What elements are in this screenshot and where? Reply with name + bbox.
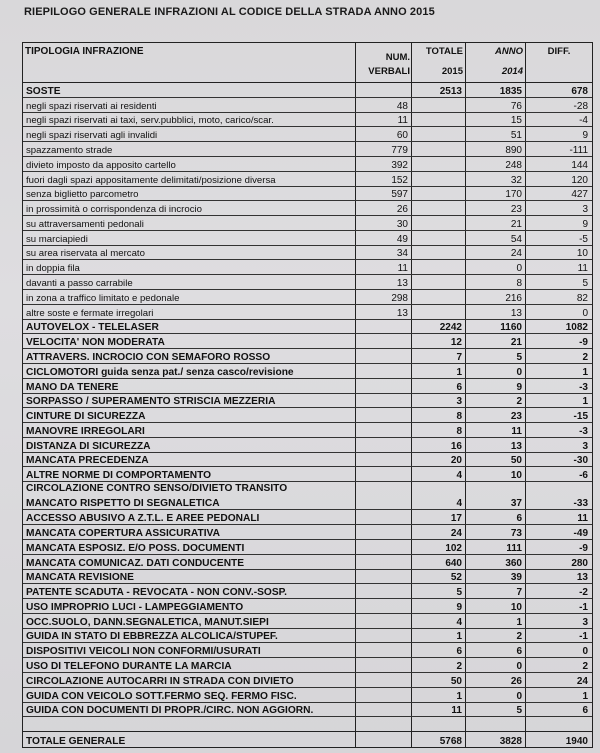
table-row (23, 305, 592, 320)
diff-cell: -49 (573, 527, 588, 539)
row-label: in zona a traffico limitato e pedonale (26, 292, 180, 304)
table-row (23, 260, 592, 275)
totale-2015-cell: 6 (456, 381, 462, 393)
table-row (23, 408, 592, 423)
num-verbali-cell: 13 (396, 278, 408, 290)
row-label: negli spazi riservati ai taxi, serv.pubblici, moto, carico/scar. (26, 115, 274, 127)
num-verbali-cell: 34 (396, 248, 408, 260)
diff-cell: 1 (582, 396, 588, 408)
header-diff: DIFF. (547, 46, 571, 57)
row-label: USO IMPROPRIO LUCI - LAMPEGGIAMENTO (26, 601, 244, 613)
totale-2015-cell: 17 (450, 513, 462, 525)
diff-cell: 3 (582, 440, 588, 452)
row-label: VELOCITA' NON MODERATA (26, 337, 165, 349)
row-label: spazzamento strade (26, 144, 113, 156)
row-label: GUIDA CON VEICOLO SOTT.FERMO SEQ. FERMO FISC. (26, 690, 297, 702)
table-row (23, 614, 592, 629)
anno-2014-cell: 3828 (499, 735, 522, 747)
table-row (23, 673, 592, 688)
row-label: TOTALE GENERALE (26, 735, 126, 747)
diff-cell: -9 (579, 337, 588, 349)
row-label: PATENTE SCADUTA - REVOCATA - NON CONV.-SOSP. (26, 587, 287, 599)
anno-2014-cell: 170 (505, 189, 522, 201)
header-anno (466, 43, 526, 81)
anno-2014-cell: 37 (510, 498, 522, 510)
totale-2015-cell: 16 (450, 440, 462, 452)
diff-cell: 427 (571, 189, 588, 201)
diff-cell: -4 (579, 115, 588, 127)
anno-2014-cell: 248 (505, 159, 522, 171)
row-label: MANCATA COMUNICAZ. DATI CONDUCENTE (26, 557, 245, 569)
header-num-label: NUM. (385, 52, 410, 63)
anno-2014-cell: 50 (510, 455, 522, 467)
table-row (23, 320, 592, 335)
totale-2015-cell: 5768 (439, 735, 462, 747)
totale-2015-cell: 6 (456, 646, 462, 658)
totale-2015-cell: 1 (456, 631, 462, 643)
totale-2015-cell: 11 (451, 705, 462, 717)
anno-2014-cell: 111 (506, 542, 522, 554)
row-label: altre soste e fermate irregolari (26, 307, 154, 319)
num-verbali-cell: 392 (391, 159, 408, 171)
anno-2014-cell: 890 (505, 144, 522, 156)
header-anno-year: 2014 (501, 66, 523, 77)
document-title: RIEPILOGO GENERALE INFRAZIONI AL CODICE DELLA STRADA ANNO 2015 (24, 6, 435, 18)
totale-2015-cell: 7 (456, 351, 462, 363)
header-tipologia: TIPOLOGIA INFRAZIONE (25, 46, 144, 57)
anno-2014-cell: 51 (510, 130, 522, 142)
anno-2014-cell: 24 (510, 248, 522, 260)
table-row (23, 246, 592, 261)
row-label: MANO DA TENERE (26, 381, 119, 393)
anno-2014-cell: 360 (505, 557, 522, 569)
totale-2015-cell: 1 (456, 690, 462, 702)
diff-cell: -5 (579, 233, 588, 245)
totale-2015-cell: 8 (456, 411, 462, 423)
anno-2014-cell: 39 (510, 572, 522, 584)
diff-cell: 82 (576, 292, 588, 304)
table-row (23, 525, 592, 540)
num-verbali-cell: 779 (391, 144, 408, 156)
totale-2015-cell: 50 (450, 675, 462, 687)
anno-2014-cell: 11 (511, 425, 522, 437)
num-verbali-cell: 11 (397, 263, 408, 275)
totale-2015-cell: 1 (456, 366, 462, 378)
diff-cell: 9 (582, 218, 588, 230)
infractions-table (22, 42, 593, 748)
table-row (23, 98, 592, 113)
totale-2015-cell: 9 (456, 601, 462, 613)
diff-cell: -33 (573, 498, 588, 510)
diff-cell: 1 (582, 366, 588, 378)
anno-2014-cell: 76 (510, 100, 522, 112)
table-row (23, 275, 592, 290)
totale-2015-cell: 4 (456, 470, 462, 482)
row-label: DISPOSITIVI VEICOLI NON CONFORMI/USURATI (26, 646, 261, 658)
diff-cell: 1082 (565, 322, 588, 334)
anno-2014-cell: 10 (510, 601, 522, 613)
header-verbali-label: VERBALI (368, 66, 410, 77)
row-label: su attraversamenti pedonali (26, 218, 144, 230)
header-anno-label: ANNO (495, 46, 523, 57)
diff-cell: 120 (571, 174, 588, 186)
row-label: in doppia fila (26, 263, 80, 275)
anno-2014-cell: 6 (516, 513, 522, 525)
diff-cell: 280 (571, 557, 588, 569)
anno-2014-cell: 6 (516, 646, 522, 658)
num-verbali-cell: 60 (396, 130, 408, 142)
num-verbali-cell: 597 (391, 189, 408, 201)
anno-2014-cell: 7 (516, 587, 522, 599)
row-label: MANCATO RISPETTO DI SEGNALETICA (26, 498, 220, 510)
totale-2015-cell: 8 (456, 425, 462, 437)
anno-2014-cell: 15 (510, 115, 522, 127)
row-label: negli spazi riservati agli invalidi (26, 130, 158, 142)
row-label: in prossimità o corrispondenza di incrocio (26, 204, 202, 216)
diff-cell: 6 (582, 705, 588, 717)
table-row (23, 717, 592, 732)
totale-2015-cell: 20 (450, 455, 462, 467)
table-row (23, 349, 592, 364)
table-row (23, 467, 592, 482)
table-row (23, 438, 592, 453)
table-row (23, 555, 592, 570)
num-verbali-cell: 152 (391, 174, 408, 186)
row-label: GUIDA IN STATO DI EBBREZZA ALCOLICA/STUPEF. (26, 631, 278, 643)
table-row (23, 83, 592, 98)
diff-cell: 5 (582, 278, 588, 290)
num-verbali-cell: 49 (396, 233, 408, 245)
totale-2015-cell: 52 (450, 572, 462, 584)
diff-cell: 10 (576, 248, 588, 260)
diff-cell: 24 (576, 675, 588, 687)
totale-2015-cell: 12 (450, 337, 462, 349)
diff-cell: -1 (579, 631, 588, 643)
diff-cell: -6 (579, 470, 588, 482)
row-label: SOSTE (26, 85, 61, 97)
table-row (23, 201, 592, 216)
table-row (23, 584, 592, 599)
anno-2014-cell: 1835 (499, 85, 522, 97)
anno-2014-cell: 2 (516, 631, 522, 643)
table-header (23, 43, 592, 83)
anno-2014-cell: 73 (510, 527, 522, 539)
anno-2014-cell: 216 (505, 292, 522, 304)
diff-cell: 3 (582, 616, 588, 628)
table-row (23, 394, 592, 409)
row-label: ACCESSO ABUSIVO A Z.T.L. E AREE PEDONALI (26, 513, 260, 525)
row-label: CINTURE DI SICUREZZA (26, 411, 146, 423)
anno-2014-cell: 13 (510, 440, 522, 452)
table-row (23, 688, 592, 703)
anno-2014-cell: 1160 (500, 322, 522, 334)
row-label: MANOVRE IRREGOLARI (26, 425, 145, 437)
row-label: USO DI TELEFONO DURANTE LA MARCIA (26, 661, 232, 673)
diff-cell: 1940 (565, 735, 588, 747)
anno-2014-cell: 2 (516, 396, 522, 408)
diff-cell: 13 (576, 572, 588, 584)
row-label: GUIDA CON DOCUMENTI DI PROPR./CIRC. NON AGGIORN. (26, 705, 314, 717)
totale-2015-cell: 640 (445, 557, 462, 569)
header-totale-label: TOTALE (425, 46, 463, 57)
diff-cell: 9 (582, 130, 588, 142)
anno-2014-cell: 0 (516, 690, 522, 702)
num-verbali-cell: 13 (396, 307, 408, 319)
table-row (23, 629, 592, 644)
row-label: ALTRE NORME DI COMPORTAMENTO (26, 470, 212, 482)
row-label: ATTRAVERS. INCROCIO CON SEMAFORO ROSSO (26, 351, 271, 363)
diff-cell: 3 (582, 204, 588, 216)
table-row (23, 187, 592, 202)
table-row (23, 570, 592, 585)
table-row (23, 290, 592, 305)
diff-cell: -3 (579, 381, 588, 393)
row-label-top: CIRCOLAZIONE CONTRO SENSO/DIVIETO TRANSITO (26, 483, 288, 495)
table-row (23, 510, 592, 525)
table-row (23, 142, 592, 157)
row-label: davanti a passo carrabile (26, 278, 133, 290)
table-row (23, 172, 592, 187)
anno-2014-cell: 23 (510, 204, 522, 216)
diff-cell: -15 (573, 411, 588, 423)
anno-2014-cell: 54 (510, 233, 522, 245)
row-label: CICLOMOTORI guida senza pat./ senza casco/revisione (26, 366, 294, 378)
row-label: DISTANZA DI SICUREZZA (26, 440, 151, 452)
row-label: SORPASSO / SUPERAMENTO STRISCIA MEZZERIA (26, 396, 276, 408)
table-row (23, 364, 592, 379)
totale-2015-cell: 2 (456, 661, 462, 673)
table-row (23, 453, 592, 468)
totale-2015-cell: 2242 (439, 322, 462, 334)
row-label: negli spazi riservati ai residenti (26, 100, 157, 112)
diff-cell: 0 (582, 646, 588, 658)
anno-2014-cell: 10 (510, 470, 522, 482)
diff-cell: 678 (571, 85, 588, 97)
row-label: MANCATA ESPOSIZ. E/O POSS. DOCUMENTI (26, 542, 245, 554)
table-row (23, 732, 592, 747)
diff-cell: -1 (579, 601, 588, 613)
table-row (23, 482, 592, 510)
diff-cell: -9 (579, 542, 588, 554)
table-row (23, 599, 592, 614)
anno-2014-cell: 0 (516, 263, 522, 275)
totale-2015-cell: 4 (456, 616, 462, 628)
diff-cell: -111 (569, 144, 588, 156)
table-row (23, 540, 592, 555)
num-verbali-cell: 26 (396, 204, 408, 216)
row-label: MANCATA COPERTURA ASSICURATIVA (26, 527, 220, 539)
anno-2014-cell: 0 (516, 661, 522, 673)
num-verbali-cell: 298 (391, 292, 408, 304)
diff-cell: 11 (577, 513, 588, 525)
table-row (23, 703, 592, 718)
diff-cell: 11 (577, 263, 588, 275)
row-label: CIRCOLAZIONE AUTOCARRI IN STRADA CON DIVIETO (26, 675, 294, 687)
anno-2014-cell: 5 (516, 351, 522, 363)
totale-2015-cell: 102 (445, 542, 462, 554)
anno-2014-cell: 21 (510, 337, 522, 349)
anno-2014-cell: 13 (510, 307, 522, 319)
totale-2015-cell: 3 (456, 396, 462, 408)
diff-cell: 1 (582, 690, 588, 702)
table-row (23, 113, 592, 128)
table-row (23, 334, 592, 349)
diff-cell: 2 (582, 661, 588, 673)
totale-2015-cell: 4 (456, 498, 462, 510)
anno-2014-cell: 5 (516, 705, 522, 717)
header-totale-year: 2015 (441, 66, 463, 77)
anno-2014-cell: 1 (516, 616, 522, 628)
row-label: divieto imposto da apposito cartello (26, 159, 176, 171)
header-num-verbali (356, 43, 412, 81)
anno-2014-cell: 9 (516, 381, 522, 393)
diff-cell: -28 (573, 100, 588, 112)
row-label: fuori dagli spazi appositamente delimitati/posizione diversa (26, 174, 276, 186)
table-row (23, 157, 592, 172)
totale-2015-cell: 24 (450, 527, 462, 539)
row-label: MANCATA PRECEDENZA (26, 455, 149, 467)
diff-cell: -2 (579, 587, 588, 599)
num-verbali-cell: 30 (396, 218, 408, 230)
anno-2014-cell: 0 (516, 366, 522, 378)
table-row (23, 423, 592, 438)
anno-2014-cell: 32 (510, 174, 522, 186)
diff-cell: -3 (579, 425, 588, 437)
diff-cell: 2 (582, 351, 588, 363)
anno-2014-cell: 26 (510, 675, 522, 687)
totale-2015-cell: 2513 (439, 85, 462, 97)
row-label: senza biglietto parcometro (26, 189, 139, 201)
num-verbali-cell: 11 (397, 115, 408, 127)
totale-2015-cell: 5 (456, 587, 462, 599)
anno-2014-cell: 23 (510, 411, 522, 423)
table-row (23, 231, 592, 246)
row-label: su area riservata al mercato (26, 248, 145, 260)
diff-cell: -30 (573, 455, 588, 467)
anno-2014-cell: 21 (510, 218, 522, 230)
diff-cell: 0 (582, 307, 588, 319)
num-verbali-cell: 48 (396, 100, 408, 112)
header-totale (412, 43, 466, 81)
row-label: su marciapiedi (26, 233, 88, 245)
table-row (23, 127, 592, 142)
anno-2014-cell: 8 (516, 278, 522, 290)
diff-cell: 144 (571, 159, 588, 171)
row-label: AUTOVELOX - TELELASER (26, 322, 159, 334)
row-label: OCC.SUOLO, DANN.SEGNALETICA, MANUT.SIEPI (26, 616, 269, 628)
row-label: MANCATA REVISIONE (26, 572, 134, 584)
table-row (23, 216, 592, 231)
table-row (23, 658, 592, 673)
table-row (23, 379, 592, 394)
table-row (23, 643, 592, 658)
